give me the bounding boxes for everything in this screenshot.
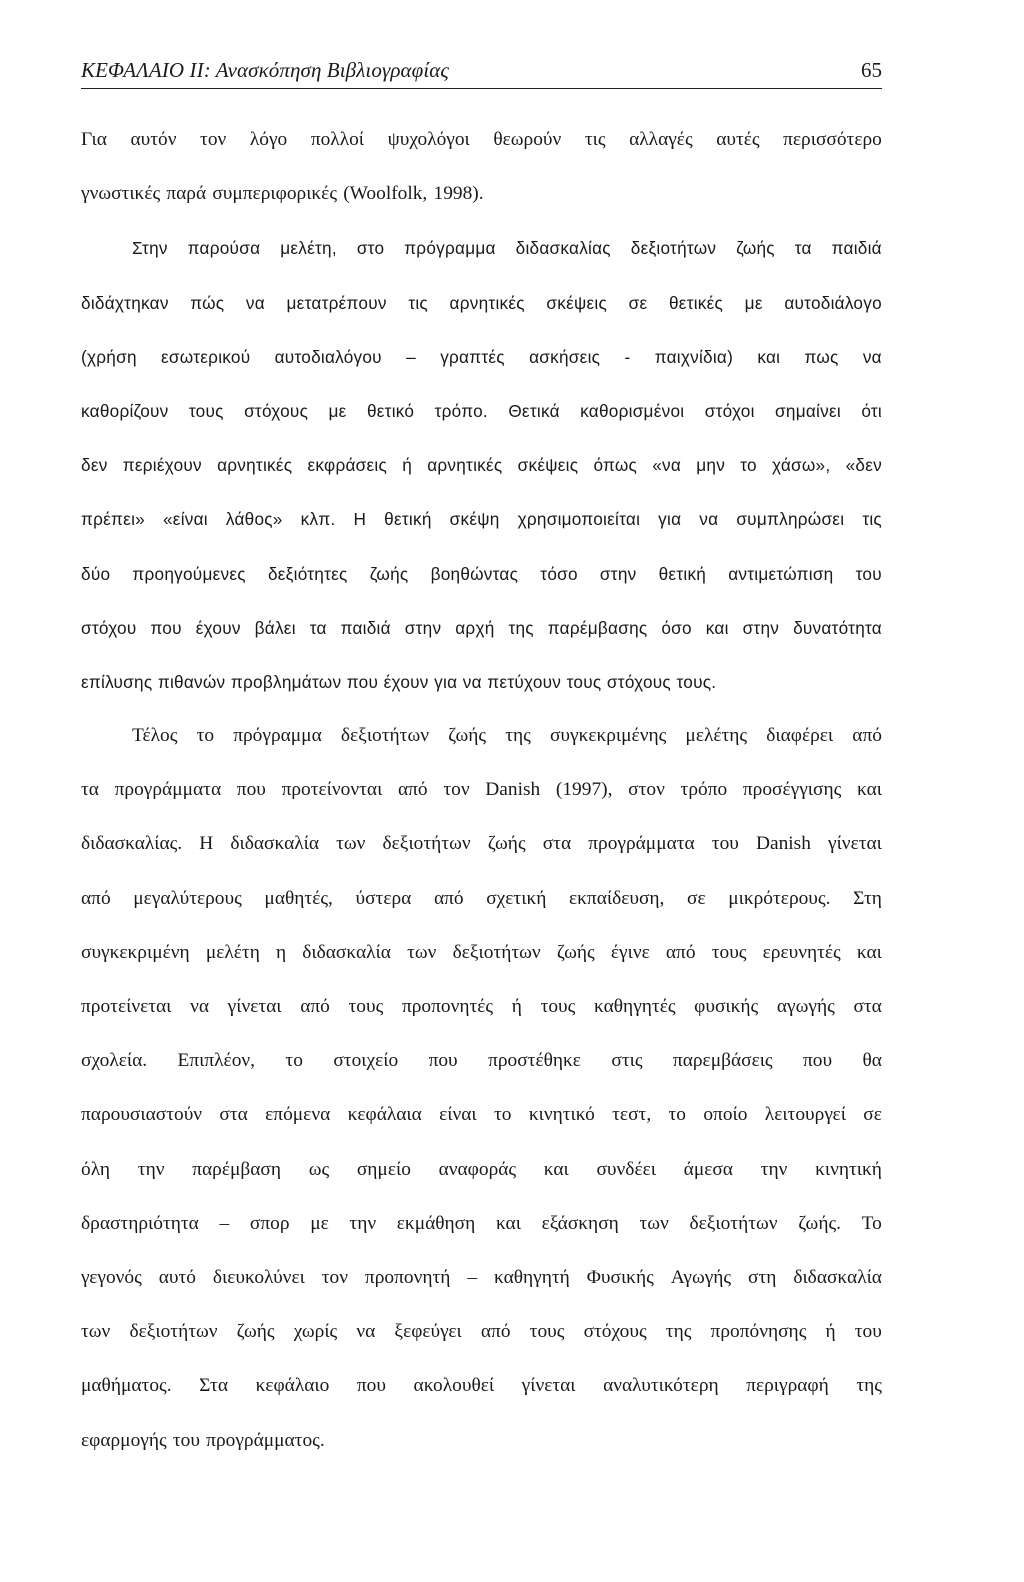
text-line: [81, 124, 882, 178]
word: κλπ.: [300, 509, 336, 530]
word: αρνητικές: [217, 455, 293, 476]
word: -: [624, 346, 631, 367]
word: τον: [443, 779, 470, 801]
word: τα: [794, 238, 812, 259]
word: δεξιότητες: [267, 563, 348, 584]
text-line: [81, 1045, 882, 1099]
word: μεγαλύτερους: [133, 887, 242, 909]
word: ότι: [861, 400, 882, 421]
word: τους: [566, 671, 602, 692]
word: με: [744, 292, 763, 313]
word: αλλαγές: [629, 129, 693, 150]
word: αναφοράς: [438, 1158, 517, 1180]
word: να: [462, 671, 482, 692]
word: Φυσικής: [586, 1266, 654, 1288]
word: άμεσα: [683, 1158, 733, 1180]
word: κεφάλαιο: [255, 1375, 330, 1397]
word: σε: [628, 292, 648, 313]
word: διδασκαλία: [793, 1266, 882, 1288]
word: το: [494, 1104, 512, 1126]
word: από: [433, 887, 464, 909]
word: σημαίνει: [775, 400, 841, 421]
word: τρόπο.: [434, 400, 488, 421]
word: των: [336, 833, 366, 855]
word: στις: [611, 1050, 643, 1072]
word: τα: [309, 617, 327, 638]
word: θετική: [384, 509, 432, 530]
word: αρχή: [455, 617, 495, 638]
word: δραστηριότητα: [81, 1212, 199, 1234]
word: στα: [542, 833, 572, 855]
word: αρνητικές: [427, 455, 503, 476]
word: το: [740, 455, 757, 476]
word: του: [855, 563, 882, 584]
word: αυτοδιαλόγου: [274, 346, 382, 367]
word: στοιχείο: [333, 1050, 399, 1072]
word: ως: [308, 1158, 330, 1180]
word: μελέτη: [205, 941, 260, 963]
word: τεστ,: [612, 1104, 652, 1126]
word: και: [856, 941, 882, 963]
word: στόχους: [606, 671, 671, 692]
word: σκέψη: [449, 509, 500, 530]
word: παρεμβάσεις: [672, 1050, 773, 1072]
word: από: [665, 941, 696, 963]
word: Θετικά: [508, 400, 560, 421]
word: και: [495, 1212, 521, 1234]
word: παρέμβαση: [192, 1158, 281, 1180]
word: σχολεία.: [81, 1050, 148, 1072]
word: μαθήματος.: [81, 1375, 172, 1397]
word: στην: [404, 617, 442, 638]
word: προπονητή: [364, 1266, 451, 1288]
word: παρούσα: [187, 238, 261, 259]
word: ερευνητές: [762, 941, 841, 963]
word: καθηγητές: [594, 996, 676, 1017]
word: συγκεκριμένη: [81, 941, 190, 963]
word: διδάχτηκαν: [81, 292, 169, 313]
word: αυτόν: [130, 129, 177, 150]
word: αντιμετώπιση: [728, 563, 834, 584]
word: περισσότερο: [783, 129, 882, 150]
word: τους: [188, 400, 224, 421]
text-line: [81, 341, 882, 395]
word: της: [505, 725, 531, 747]
word: μαθητές,: [264, 887, 333, 909]
word: Danish: [485, 779, 541, 801]
word: Στα: [199, 1375, 229, 1397]
word: την: [760, 1158, 788, 1180]
word: σπορ: [249, 1212, 290, 1234]
word: πολλοί: [310, 129, 365, 150]
word: διαφέρει: [766, 725, 834, 747]
word: «είναι: [162, 509, 208, 530]
word: μετατρέπουν: [286, 292, 387, 313]
word: θετική: [658, 563, 707, 584]
word: δεξιοτήτων: [129, 1321, 218, 1343]
word: να: [245, 292, 265, 313]
word: όλη: [81, 1158, 111, 1180]
word: Αγωγής: [670, 1266, 732, 1288]
word: ύστερα: [355, 887, 412, 909]
word: (1997),: [555, 779, 613, 801]
word: προηγούμενες: [132, 563, 246, 584]
word: τις: [862, 509, 882, 530]
word: της: [508, 617, 534, 638]
word: δεξιοτήτων: [382, 833, 471, 855]
running-header: [81, 58, 882, 89]
word: προτείνεται: [81, 996, 172, 1017]
word: την: [137, 1158, 165, 1180]
word: παιχνίδια): [654, 346, 734, 367]
word: της: [665, 1321, 692, 1343]
word: συνδέει: [596, 1158, 656, 1180]
word: περιέχουν: [122, 455, 202, 476]
word: να: [699, 509, 719, 530]
word: την: [349, 1212, 377, 1234]
word: Η: [353, 509, 367, 530]
word: προστέθηκε: [488, 1050, 581, 1072]
word: εξάσκηση: [541, 1212, 619, 1234]
word: η: [275, 941, 287, 963]
word: θεωρούν: [493, 129, 562, 150]
word: ζωής.: [798, 1212, 841, 1234]
word: προπονητές: [401, 996, 494, 1017]
word: ζωής: [236, 1321, 275, 1343]
text-line: [81, 449, 882, 503]
word: ξεφεύγει: [394, 1321, 462, 1343]
word: καθηγητή: [493, 1266, 570, 1288]
word: που: [236, 779, 266, 801]
word: να: [356, 1321, 376, 1343]
word: εσωτερικού: [161, 346, 251, 367]
word: στον: [628, 779, 665, 801]
word: μικρότερους.: [728, 887, 831, 909]
word: του: [854, 1321, 882, 1343]
word: προτείνονται: [281, 779, 383, 801]
word: ή: [402, 455, 413, 476]
text-line: [81, 720, 882, 774]
word: κεφάλαια: [347, 1104, 422, 1126]
word: συμπληρώσει: [736, 509, 845, 530]
word: τους: [529, 1321, 565, 1343]
text-line: [81, 1208, 882, 1262]
word: από: [852, 725, 882, 747]
word: Η: [199, 833, 214, 855]
word: της: [856, 1375, 882, 1397]
word: σε: [687, 887, 706, 909]
word: προγράμματα: [588, 833, 695, 855]
word: προγράμματος.: [206, 1429, 325, 1451]
word: καθορίζουν: [81, 400, 169, 421]
word: από: [397, 779, 428, 801]
text-line: [81, 1370, 882, 1424]
word: γεγονός: [81, 1266, 142, 1288]
word: στόχου: [81, 617, 137, 638]
text-line: [81, 503, 882, 557]
page-number: 65: [861, 58, 882, 82]
word: αυτό: [158, 1266, 196, 1288]
word: συμπεριφορικές: [212, 183, 338, 205]
word: έχουν: [195, 617, 241, 638]
word: πετύχουν: [487, 671, 562, 692]
word: ή: [511, 996, 522, 1017]
text-line: [81, 828, 882, 882]
text-line: [81, 1154, 882, 1208]
word: παιδιά: [831, 238, 882, 259]
word: και: [705, 617, 729, 638]
word: Για: [81, 129, 107, 150]
word: μελέτη,: [280, 238, 337, 259]
word: αρνητικές: [449, 292, 525, 313]
text-line: [81, 937, 882, 991]
word: παρά: [166, 183, 207, 205]
word: 1998).: [433, 183, 484, 205]
chapter-title: ΚΕΦΑΛΑΙΟ ΙΙ: Ανασκόπηση Βιβλιογραφίας: [81, 58, 450, 82]
word: από: [300, 996, 330, 1017]
word: στην: [742, 617, 780, 638]
word: προσέγγισης: [742, 779, 842, 801]
text-line: [81, 178, 882, 232]
word: σε: [863, 1104, 882, 1126]
word: «να: [652, 455, 682, 476]
word: δεν: [81, 455, 108, 476]
word: θα: [862, 1050, 882, 1072]
word: ή: [825, 1321, 836, 1343]
word: τις: [584, 129, 606, 150]
text-line: [81, 991, 882, 1045]
word: βοηθώντας: [430, 563, 519, 584]
word: χρησιμοποιείται: [517, 509, 641, 530]
text-line: [81, 666, 882, 720]
word: πρόγραμμα: [404, 238, 496, 259]
word: κινητική: [815, 1158, 882, 1180]
word: Το: [861, 1212, 882, 1234]
word: πως: [804, 346, 839, 367]
word: όσο: [661, 617, 692, 638]
word: του: [172, 1429, 200, 1451]
word: τους: [540, 996, 576, 1017]
word: διδασκαλίας: [515, 238, 611, 259]
word: εκπαίδευση,: [568, 887, 665, 909]
word: που: [150, 617, 182, 638]
word: διδασκαλία: [230, 833, 320, 855]
word: διευκολύνει: [212, 1266, 305, 1288]
word: από: [480, 1321, 511, 1343]
word: στόχοι: [704, 400, 755, 421]
word: αγωγής: [776, 996, 835, 1017]
word: εφαρμογής: [81, 1429, 167, 1451]
word: πρόγραμμα: [233, 725, 322, 747]
word: και: [543, 1158, 569, 1180]
word: αναλυτικότερη: [603, 1375, 719, 1397]
word: Danish: [755, 833, 811, 855]
word: στην: [599, 563, 637, 584]
word: το: [668, 1104, 687, 1126]
word: παρέμβασης: [547, 617, 648, 638]
word: σχετική: [486, 887, 547, 909]
word: θετικές: [668, 292, 724, 313]
word: ζωής: [736, 238, 775, 259]
word: αυτοδιάλογο: [784, 292, 882, 313]
text-line: [81, 558, 882, 612]
word: πιθανών: [157, 671, 226, 692]
word: που: [428, 1050, 458, 1072]
word: (Woolfolk,: [343, 183, 428, 205]
word: των: [81, 1321, 111, 1343]
word: και: [757, 346, 781, 367]
word: ακολουθεί: [413, 1375, 495, 1397]
word: που: [346, 671, 379, 692]
text-line: [81, 774, 882, 828]
word: –: [467, 1266, 478, 1288]
word: οποίο: [703, 1104, 748, 1126]
word: (χρήση: [81, 346, 137, 367]
word: πώς: [190, 292, 225, 313]
word: στη: [748, 1266, 777, 1288]
word: ζωής: [487, 833, 526, 855]
word: βάλει: [254, 617, 296, 638]
word: εκμάθηση: [396, 1212, 476, 1234]
word: γραπτές: [440, 346, 505, 367]
word: περιγραφή: [746, 1375, 829, 1397]
word: παρουσιαστούν: [81, 1104, 203, 1126]
word: τον: [321, 1266, 348, 1288]
text-line: [81, 232, 882, 286]
word: δεξιοτήτων: [689, 1212, 778, 1234]
text-line: [81, 1316, 882, 1370]
word: χωρίς: [293, 1321, 338, 1343]
word: στόχους: [583, 1321, 647, 1343]
word: δυνατότητα: [793, 617, 882, 638]
word: αυτές: [716, 129, 760, 150]
word: λόγο: [249, 129, 288, 150]
word: με: [328, 400, 347, 421]
word: σκέψεις: [517, 455, 579, 476]
word: ζωής: [556, 941, 595, 963]
text-line: [81, 883, 882, 937]
word: διδασκαλίας.: [81, 833, 183, 855]
word: το: [285, 1050, 303, 1072]
word: έγινε: [610, 941, 650, 963]
word: τον: [200, 129, 227, 150]
word: επόμενα: [265, 1104, 331, 1126]
word: συγκεκριμένης: [549, 725, 667, 747]
word: στα: [219, 1104, 248, 1126]
word: παιδιά: [340, 617, 391, 638]
word: να: [862, 346, 882, 367]
word: εκφράσεις: [307, 455, 388, 476]
word: ζωής: [369, 563, 409, 584]
word: γίνεται: [828, 833, 882, 855]
word: θετικό: [366, 400, 415, 421]
word: τους: [711, 941, 747, 963]
word: –: [406, 346, 416, 367]
word: δεξιοτήτων: [630, 238, 717, 259]
word: που: [356, 1375, 386, 1397]
word: Επιπλέον,: [177, 1050, 256, 1072]
word: από: [81, 887, 111, 909]
text-line: [81, 612, 882, 666]
word: επίλυσης: [81, 671, 153, 692]
word: ζωής: [448, 725, 487, 747]
word: των: [639, 1212, 669, 1234]
word: να: [190, 996, 209, 1017]
word: του: [711, 833, 739, 855]
word: πρέπει»: [81, 509, 145, 530]
word: τόσο: [540, 563, 578, 584]
word: γίνεται: [521, 1375, 576, 1397]
word: Στη: [853, 887, 882, 909]
word: που: [803, 1050, 833, 1072]
word: γνωστικές: [81, 183, 161, 205]
text-line: [81, 1425, 882, 1479]
word: λάθος»: [225, 509, 283, 530]
word: και: [856, 779, 882, 801]
word: καθορισμένοι: [580, 400, 685, 421]
word: τις: [408, 292, 428, 313]
word: –: [219, 1212, 230, 1234]
word: προπόνησης: [710, 1321, 807, 1343]
word: μην: [696, 455, 726, 476]
word: δεξιοτήτων: [340, 725, 429, 747]
word: των: [407, 941, 437, 963]
word: προβλημάτων: [230, 671, 342, 692]
text-line: [81, 395, 882, 449]
word: τα: [81, 779, 99, 801]
word: δύο: [81, 563, 111, 584]
word: σημείο: [356, 1158, 411, 1180]
word: δεξιοτήτων: [452, 941, 541, 963]
word: «δεν: [845, 455, 882, 476]
word: φυσικής: [694, 996, 759, 1017]
text-line: [81, 1262, 882, 1316]
word: σκέψεις: [546, 292, 608, 313]
body-text: [81, 124, 882, 1479]
word: διδασκαλία: [302, 941, 391, 963]
word: ψυχολόγοι: [387, 129, 470, 150]
word: το: [196, 725, 215, 747]
word: για: [434, 671, 458, 692]
word: τους: [348, 996, 384, 1017]
word: στα: [853, 996, 882, 1017]
word: έχουν: [383, 671, 429, 692]
word: Τέλος: [132, 725, 178, 747]
word: είναι: [439, 1104, 477, 1126]
word: γίνεται: [227, 996, 282, 1017]
text-line: [81, 287, 882, 341]
word: με: [310, 1212, 329, 1234]
word: ασκήσεις: [529, 346, 601, 367]
word: όπως: [593, 455, 638, 476]
word: στο: [356, 238, 385, 259]
word: τρόπο: [680, 779, 728, 801]
word: λειτουργεί: [764, 1104, 846, 1126]
word: στόχους: [244, 400, 309, 421]
word: κινητικό: [528, 1104, 595, 1126]
word: για: [658, 509, 682, 530]
word: προγράμματα: [114, 779, 222, 801]
word: μελέτης: [685, 725, 748, 747]
word: Στην: [132, 238, 168, 259]
text-line: [81, 1099, 882, 1153]
word: τους.: [676, 671, 717, 692]
word: χάσω»,: [772, 455, 831, 476]
